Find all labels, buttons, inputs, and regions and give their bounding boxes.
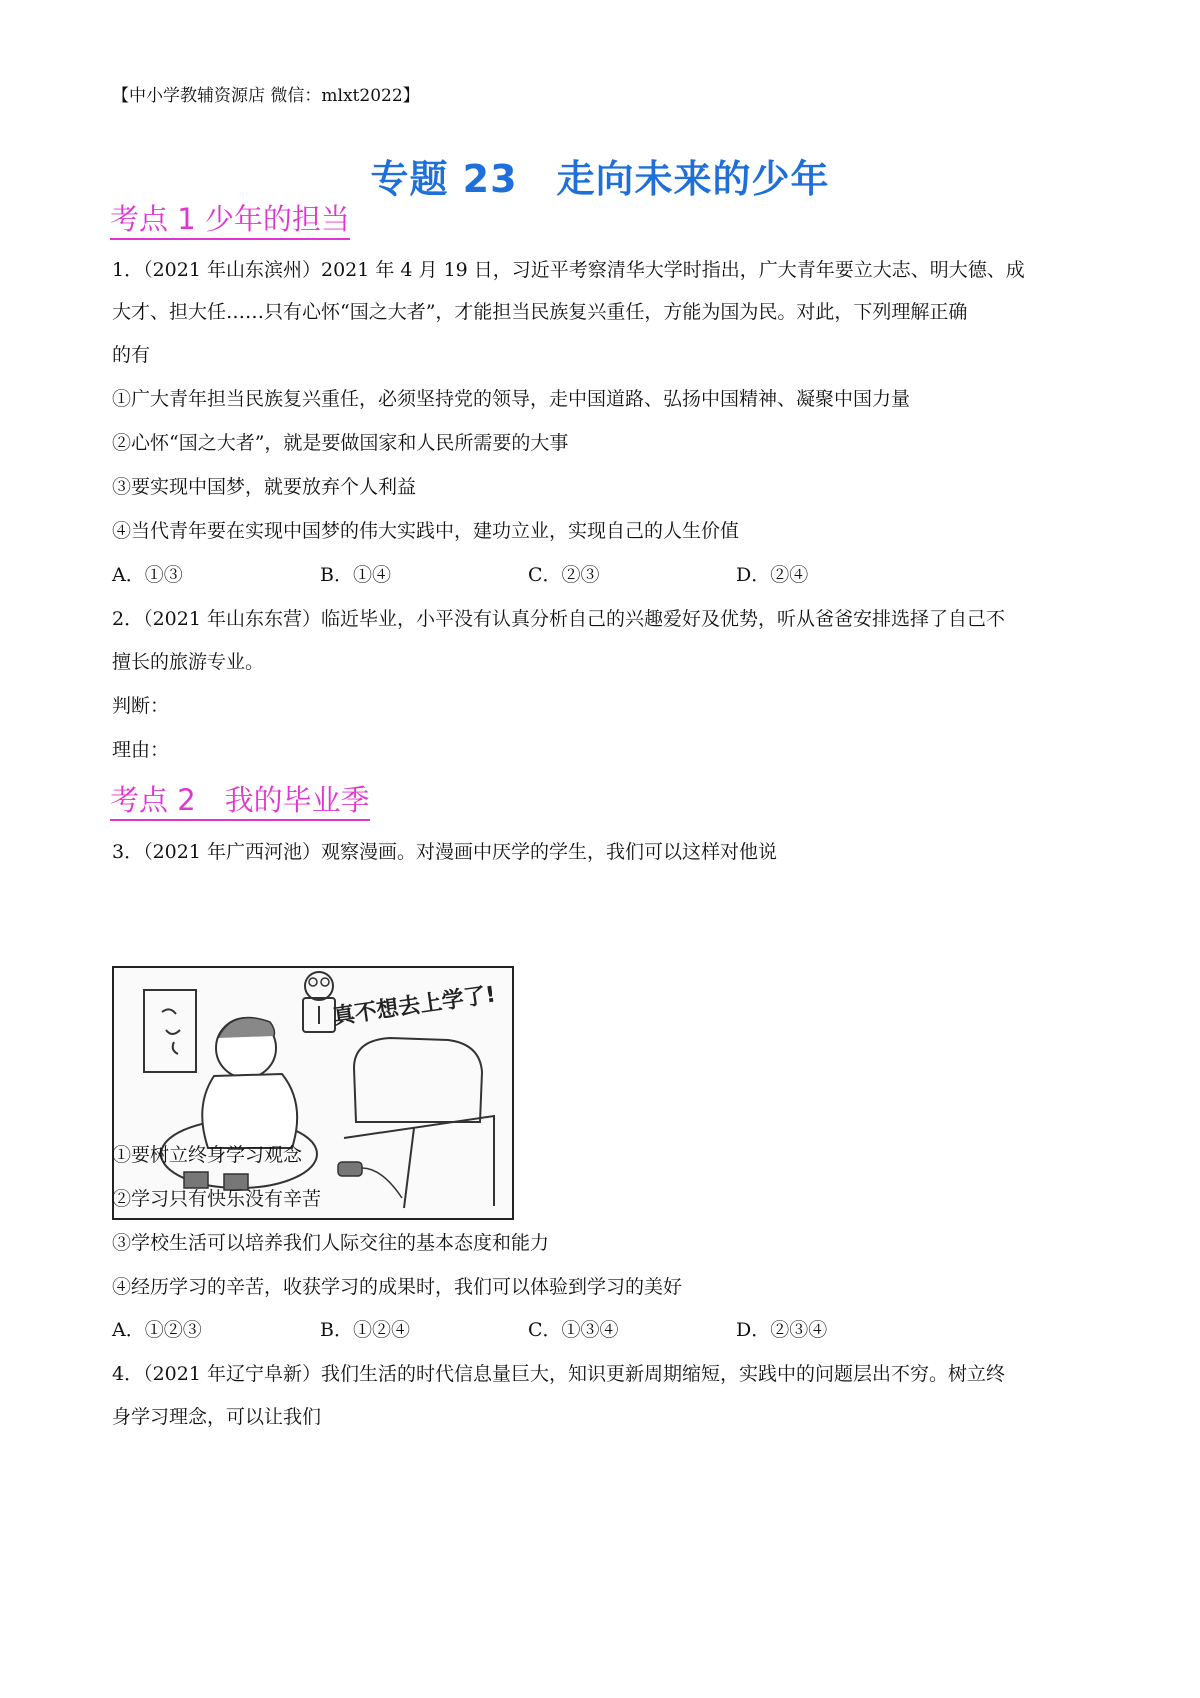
watermark-text: 【中小学教辅资源店 微信：mlxt2022】	[112, 86, 420, 106]
wall-poster	[144, 990, 196, 1072]
q3-stem-line1: 3．（2021 年广西河池）观察漫画。对漫画中厌学的学生，我们可以这样对他说	[112, 841, 777, 863]
q1-statement-3: ③要实现中国梦，就要放弃个人利益	[112, 476, 417, 498]
q1-stem-line3: 的有	[112, 344, 151, 366]
q2-stem-line2: 擅长的旅游专业。	[112, 651, 265, 673]
desk-chair	[354, 1038, 482, 1122]
q1-statement-1: ①广大青年担当民族复兴重任，必须坚持党的领导，走中国道路、弘扬中国精神、凝聚中国力量	[112, 388, 911, 410]
q4-stem-line2: 身学习理念，可以让我们	[112, 1406, 322, 1428]
q3-option-b[interactable]: B．①②④	[320, 1319, 410, 1341]
q4-stem-line1: 4．（2021 年辽宁阜新）我们生活的时代信息量巨大，知识更新周期缩短，实践中的问题层出不穷。树立终	[112, 1363, 1005, 1385]
q1-option-b[interactable]: B．①④	[320, 564, 391, 586]
q1-option-c[interactable]: C．②③	[528, 564, 600, 586]
q1-statement-2: ②心怀“国之大者”，就是要做国家和人民所需要的大事	[112, 432, 569, 454]
q2-judge-label: 判断：	[112, 695, 170, 717]
q3-option-c[interactable]: C．①③④	[528, 1319, 619, 1341]
q1-statement-4: ④当代青年要在实现中国梦的伟大实践中，建功立业，实现自己的人生价值	[112, 520, 740, 542]
q3-option-d[interactable]: D．②③④	[736, 1319, 828, 1341]
q2-stem-line1: 2．（2021 年山东东营）临近毕业，小平没有认真分析自己的兴趣爱好及优势，听从爸爸安排选择了自己不	[112, 608, 1005, 630]
section-heading-1: 考点 1 少年的担当	[110, 201, 350, 240]
comic-caption: 真不想去上学了!	[331, 982, 498, 1030]
comic-illustration	[112, 966, 514, 1220]
q3-statement-3: ③学校生活可以培养我们人际交往的基本态度和能力	[112, 1232, 550, 1254]
page-title: 专题 23 走向未来的少年	[370, 157, 830, 201]
comic-drawing	[114, 968, 512, 1218]
q3-option-a[interactable]: A．①②③	[112, 1319, 202, 1341]
section-heading-2: 考点 2 我的毕业季	[110, 782, 370, 821]
q1-stem-line2: 大才、担大任……只有心怀“国之大者”，才能担当民族复兴重任，方能为国为民。对此，下列理解正确	[112, 301, 968, 323]
q1-stem-line1: 1．（2021 年山东滨州）2021 年 4 月 19 日，习近平考察清华大学时指出，广大青年要立大志、明大德、成	[112, 259, 1025, 281]
clock-icon	[305, 972, 333, 1000]
q1-option-d[interactable]: D．②④	[736, 564, 809, 586]
q3-statement-4: ④经历学习的辛苦，收获学习的成果时，我们可以体验到学习的美好	[112, 1276, 683, 1298]
q3-statement-2: ②学习只有快乐没有辛苦	[112, 1188, 322, 1210]
q1-option-a[interactable]: A．①③	[112, 564, 183, 586]
q2-reason-label: 理由：	[112, 739, 170, 761]
q3-statement-1: ①要树立终身学习观念	[112, 1144, 303, 1166]
